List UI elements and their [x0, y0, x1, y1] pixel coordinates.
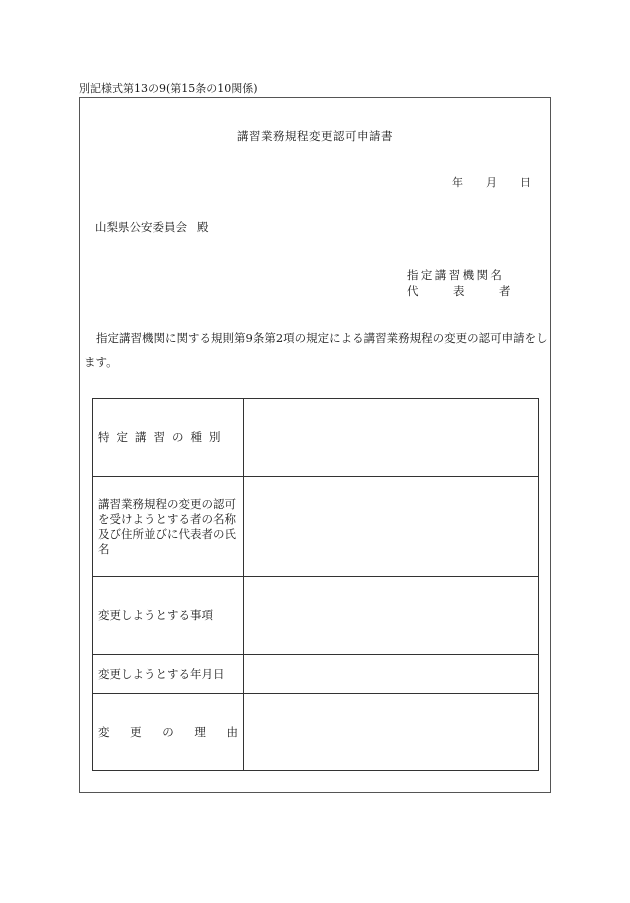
reason-char-2: 更 [130, 724, 142, 739]
body-text: 指定講習機関に関する規則第9条第2項の規定による講習業務規程の変更の認可申請をします。 [84, 331, 548, 369]
row-label-change-items: 変更しようとする事項 [93, 577, 244, 655]
rep-char-1: 代 [407, 284, 419, 298]
row-value-change-items[interactable] [244, 577, 539, 655]
addressee-name: 山梨県公安委員会 [95, 220, 187, 234]
form-title: 講習業務規程変更認可申請書 [237, 129, 393, 143]
applicant-org-label: 指定講習機関名 [407, 268, 505, 282]
row-label-course-type: 特定講習の種別 [93, 399, 244, 477]
reason-char-1: 変 [98, 724, 110, 739]
date-year-label: 年 [452, 176, 463, 189]
table-row [93, 577, 539, 655]
application-table [92, 398, 539, 771]
table-row [93, 399, 539, 477]
row-label-applicant-info: 講習業務規程の変更の認可を受けようとする者の名称及び住所並びに代表者の氏名 [93, 477, 244, 577]
row-value-applicant-info[interactable] [244, 477, 539, 577]
rep-char-3: 者 [499, 284, 511, 298]
table-row [93, 694, 539, 771]
row-value-change-date[interactable] [244, 655, 539, 694]
applicant-block [407, 267, 511, 299]
row-value-reason[interactable] [244, 694, 539, 771]
table-row [93, 477, 539, 577]
row-label-reason [93, 694, 244, 771]
row-label-change-date: 変更しようとする年月日 [93, 655, 244, 694]
reason-char-3: の [162, 724, 174, 739]
addressee [95, 219, 209, 235]
reason-char-5: 由 [226, 724, 238, 739]
addressee-honorific: 殿 [197, 220, 209, 234]
applicant-rep-label [407, 283, 511, 299]
form-reference: 別記様式第13の9(第15条の10関係) [79, 82, 258, 95]
rep-char-2: 表 [453, 284, 465, 298]
table-row [93, 655, 539, 694]
date-line [452, 174, 531, 190]
date-day-label: 日 [520, 176, 531, 189]
date-month-label: 月 [486, 176, 497, 189]
row-value-course-type[interactable] [244, 399, 539, 477]
reason-char-4: 理 [194, 724, 206, 739]
